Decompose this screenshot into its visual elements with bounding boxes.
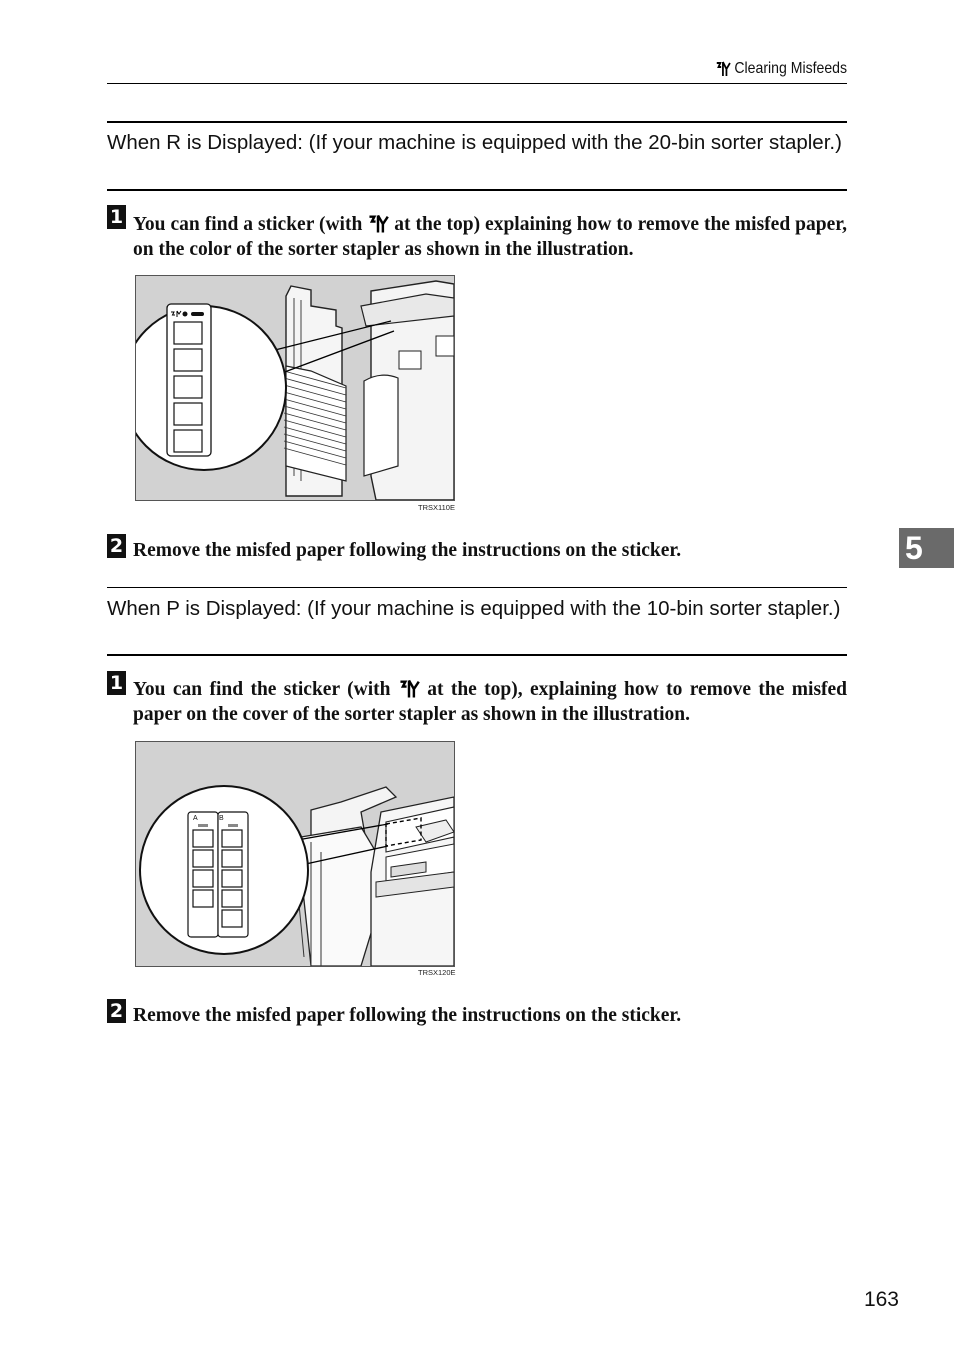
step-text-before-icon: You can find a sticker (with: [133, 214, 363, 235]
sticker-column-b-label: B: [219, 815, 224, 822]
figure-code: TRSX110E: [418, 503, 455, 512]
chapter-tab: 5: [899, 528, 954, 568]
running-header: [715, 60, 847, 78]
header-section-label: Clearing Misfeeds: [734, 60, 847, 77]
section-p-step1-text: [133, 677, 847, 727]
step-number-badge: 1: [107, 671, 126, 695]
misfeed-icon: [715, 60, 731, 78]
figure-code: TRSX120E: [418, 968, 456, 977]
section-r-title: When R is Displayed: (If your machine is equipped with the 20-bin sorter stapler.): [107, 131, 842, 154]
sticker-column-a-label: A: [193, 815, 198, 822]
misfeed-icon: [398, 678, 420, 700]
page-number: 163: [863, 1288, 899, 1311]
section-p-bottom-rule: [107, 654, 847, 656]
sorter-stapler-illustration-20-bin: [135, 275, 455, 501]
sorter-stapler-illustration-10-bin: [135, 741, 455, 967]
section-r-top-rule: [107, 121, 847, 123]
header-rule: [107, 83, 847, 84]
step-text-before-icon: You can find the sticker (with: [133, 679, 391, 700]
section-r-step1-text: [133, 212, 847, 262]
step-number-badge: 2: [107, 534, 126, 558]
section-r-bottom-rule: [107, 189, 847, 191]
section-r-step2-text: Remove the misfed paper following the instructions on the sticker.: [133, 540, 682, 561]
section-p-top-rule: [107, 587, 847, 588]
step-number-badge: 1: [107, 205, 126, 229]
step-text-after-icon: at the top) explaining how to remove the misfed paper, on the color of the sorter stapler as shown in the illustration.: [133, 214, 847, 260]
section-p-title: When P is Displayed: (If your machine is equipped with the 10-bin sorter stapler.): [107, 597, 841, 620]
section-p-step2-text: Remove the misfed paper following the instructions on the sticker.: [133, 1005, 682, 1026]
misfeed-icon: [367, 213, 389, 235]
step-text-after-icon: at the top), explaining how to remove the misfed paper on the cover of the sorter stapler as shown in the illustration.: [133, 679, 848, 725]
step-number-badge: 2: [107, 999, 126, 1023]
